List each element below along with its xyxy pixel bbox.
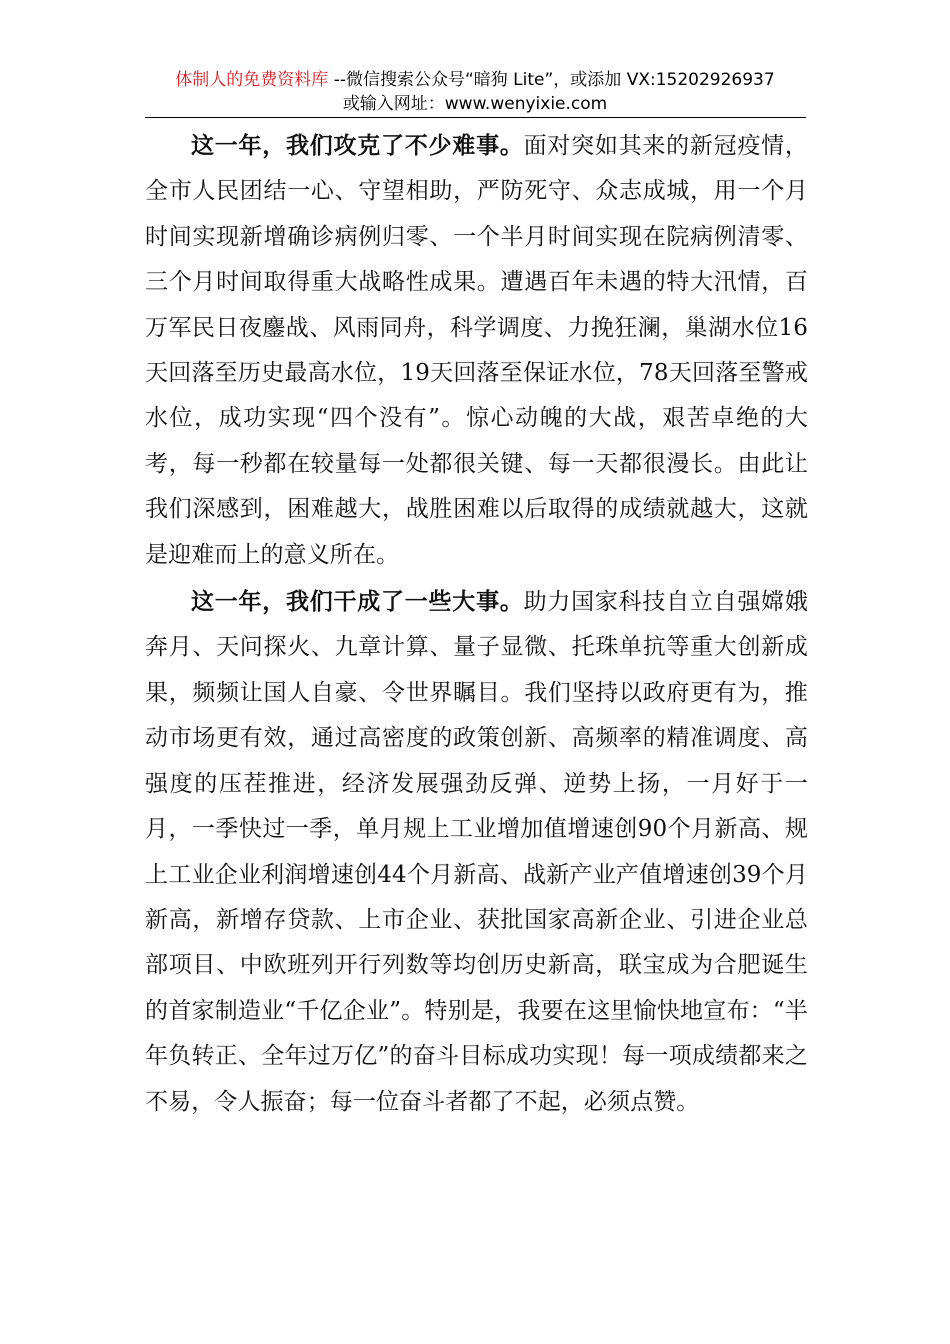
paragraph-difficulties xyxy=(145,124,808,578)
paragraph-lead: 这一年，我们干成了一些大事。 xyxy=(191,589,524,616)
paragraph-lead: 这一年，我们攻克了不少难事。 xyxy=(191,133,524,159)
page-header xyxy=(145,68,805,116)
header-line-1 xyxy=(145,68,805,92)
document-body xyxy=(145,124,808,1125)
header-divider xyxy=(145,117,806,118)
header-wechat-info: --微信搜索公众号“暗狗 Lite”，或添加 VX:15202926937 xyxy=(328,70,775,90)
paragraph-text: 面对突如其来的新冠疫情，全市人民团结一心、守望相助，严防死守、众志成城，用一个月时间实现新增确诊病例归零、一个半月时间实现在院病例清零、三个月时间取得重大战略性成果。遭遇百年未遇的特大汛情，百万军民日夜鏖战、风雨同舟，科学调度、力挽狂澜，巢湖水位16天回落至历史最高水位，19天回落至保证水位，78天回落至警戒水位，成功实现“四个没有”。惊心动魄的大战，艰苦卓绝的大考，每一秒都在较量每一处都很关键、每一天都很漫长。由此让我们深感到，困难越大，战胜困难以后取得的成绩就越大，这就是迎难而上的意义所在。 xyxy=(145,133,809,568)
header-line-2: 或输入网址：www.wenyixie.com xyxy=(342,94,608,114)
paragraph-achievements xyxy=(145,580,808,1125)
header-brand: 体制人的免费资料库 xyxy=(175,70,329,90)
paragraph-text: 助力国家科技自立自强嫦娥奔月、天问探火、九章计算、量子显微、托珠单抗等重大创新成果，频频让国人自豪、令世界瞩目。我们坚持以政府更有为，推动市场更有效，通过高密度的政策创新、高频率的精准调度、高强度的压茬推进，经济发展强劲反弹、逆势上扬，一月好于一月，一季快过一季，单月规上工业增加值增速创90个月新高、规上工业企业利润增速创44个月新高、战新产业产值增速创39个月新高，新增存贷款、上市企业、获批国家高新企业、引进企业总部项目、中欧班列开行列数等均创历史新高，联宝成为合肥诞生的首家制造业“千亿企业”。特别是，我要在这里愉快地宣布：“半年负转正、全年过万亿”的奋斗目标成功实现！每一项成绩都来之不易，令人振奋；每一位奋斗者都了不起，必须点赞。 xyxy=(145,589,809,1115)
